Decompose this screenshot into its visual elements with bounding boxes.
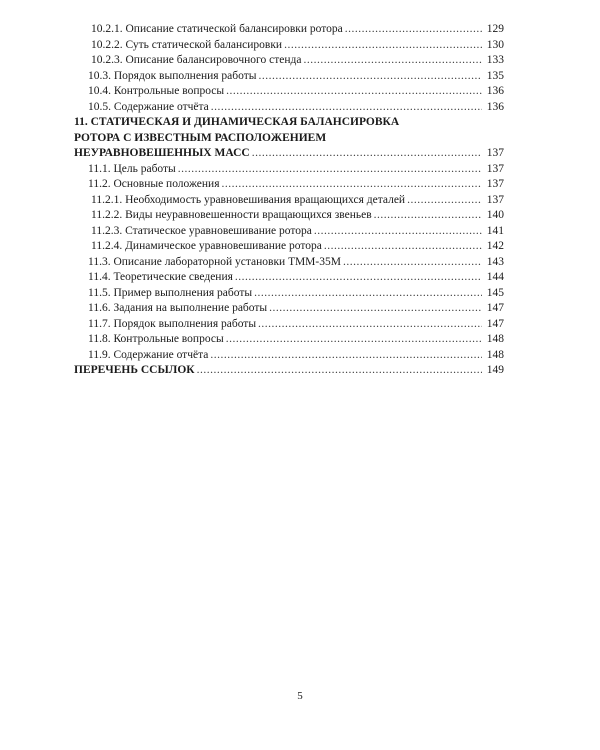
toc-entry-page: 144 [486, 271, 504, 283]
chapter-heading-line-2: РОТОРА С ИЗВЕСТНЫМ РАСПОЛОЖЕНИЕМ [74, 131, 327, 144]
toc-entry [74, 84, 504, 100]
toc-entry [74, 177, 504, 193]
toc-leader-dots [345, 22, 482, 38]
toc-entry-page: 140 [486, 209, 504, 221]
toc-entry-label: 10.3. Порядок выполнения работы [88, 69, 257, 82]
toc-leader-dots [222, 177, 482, 193]
toc-leader-dots [374, 208, 482, 224]
chapter-heading-line-3 [74, 146, 504, 162]
toc-entry-page: 137 [486, 178, 504, 190]
toc-entry [74, 301, 504, 317]
toc-entry-page: 136 [486, 100, 504, 113]
toc-leader-dots [303, 53, 482, 69]
toc-entry [74, 22, 504, 38]
toc-entry-page: 137 [486, 162, 504, 175]
toc-entry [74, 100, 504, 116]
toc-entry-label: 11.4. Теоретические сведения [88, 271, 233, 283]
toc-entry-label: НЕУРАВНОВЕШЕННЫХ МАСС [74, 147, 250, 159]
toc-entry-label: 11.2.1. Необходимость уравновешивания вращающихся деталей [91, 193, 406, 206]
toc-leader-dots [226, 332, 482, 348]
toc-entry [74, 255, 504, 271]
toc-entry-page: 129 [486, 23, 504, 35]
toc-entry [74, 348, 504, 364]
toc-entry-page: 147 [486, 317, 504, 330]
toc-leader-dots [284, 38, 482, 54]
toc-entry-label: 11.3. Описание лабораторной установки ТММ-35М [88, 255, 341, 268]
toc-leader-dots [235, 270, 482, 286]
toc-entry-label: ПЕРЕЧЕНЬ ССЫЛОК [74, 364, 195, 376]
toc-leader-dots [254, 286, 482, 302]
toc-entry-label: 11.2.4. Динамическое уравновешивание ротора [91, 240, 322, 252]
toc-entry-label: 11.5. Пример выполнения работы [88, 286, 253, 299]
toc-entry-page: 145 [486, 286, 504, 299]
toc-entry-page: 148 [486, 348, 504, 361]
toc-leader-dots [314, 224, 482, 240]
toc-entry [74, 193, 504, 209]
toc-entry-page: 143 [486, 255, 504, 268]
toc-leader-dots [258, 69, 482, 85]
toc-entry-label: 10.2.3. Описание балансировочного стенда [91, 54, 302, 66]
toc-leader-dots [252, 146, 482, 162]
toc-entry-page: 148 [486, 333, 504, 345]
toc-entry-page: 136 [486, 85, 504, 97]
toc-entry-label: 11.2. Основные положения [88, 178, 220, 190]
toc-entry [74, 69, 504, 85]
toc-entry-page: 133 [486, 54, 504, 66]
toc-entry-label: 10.2.1. Описание статической балансировки ротора [91, 23, 343, 35]
toc-leader-dots [258, 317, 482, 333]
toc-entry-page: 141 [486, 224, 504, 237]
toc-entry-page: 149 [486, 364, 504, 376]
toc-entry-page: 147 [486, 302, 504, 314]
toc-leader-dots [197, 363, 482, 379]
toc-entry [74, 332, 504, 348]
toc-entry-label: 11.2.3. Статическое уравновешивание ротора [91, 224, 312, 237]
toc-entry [74, 162, 504, 178]
page-number: 5 [297, 690, 303, 702]
toc-leader-dots [210, 348, 482, 364]
toc-leader-dots [343, 255, 482, 271]
toc-entry [74, 239, 504, 255]
toc-leader-dots [211, 100, 482, 116]
toc-entry [74, 208, 504, 224]
toc-entry-label: 11.1. Цель работы [88, 162, 176, 175]
toc-entry [74, 286, 504, 302]
toc-entry-page: 137 [486, 193, 504, 206]
toc-entry [74, 38, 504, 54]
toc-leader-dots [324, 239, 482, 255]
chapter-heading-line-1: 11. СТАТИЧЕСКАЯ И ДИНАМИЧЕСКАЯ БАЛАНСИРОВКА [74, 116, 400, 128]
toc-leader-dots [407, 193, 482, 209]
toc-entry [74, 270, 504, 286]
toc-entry-page: 142 [486, 240, 504, 252]
toc-entry-page: 135 [486, 69, 504, 82]
toc-entry-page: 137 [486, 147, 504, 159]
toc-entry-label: 11.9. Содержание отчёта [88, 348, 209, 361]
toc-entry-label: 11.8. Контрольные вопросы [88, 333, 224, 345]
toc-entry-label: 10.2.2. Суть статической балансировки [91, 38, 283, 51]
toc-entry-label: 11.7. Порядок выполнения работы [88, 317, 257, 330]
toc-entry [74, 224, 504, 240]
toc-entry-references [74, 363, 504, 379]
toc-entry-label: 10.5. Содержание отчёта [88, 100, 209, 113]
toc-entry [74, 317, 504, 333]
table-of-contents [74, 22, 504, 379]
toc-entry-page: 130 [486, 38, 504, 51]
toc-leader-dots [178, 162, 482, 178]
toc-leader-dots [226, 84, 482, 100]
toc-entry [74, 53, 504, 69]
toc-entry-label: 11.6. Задания на выполнение работы [88, 302, 268, 314]
toc-entry-label: 10.4. Контрольные вопросы [88, 85, 225, 97]
toc-entry-label: 11.2.2. Виды неуравновешенности вращающихся звеньев [91, 209, 372, 221]
toc-leader-dots [269, 301, 482, 317]
